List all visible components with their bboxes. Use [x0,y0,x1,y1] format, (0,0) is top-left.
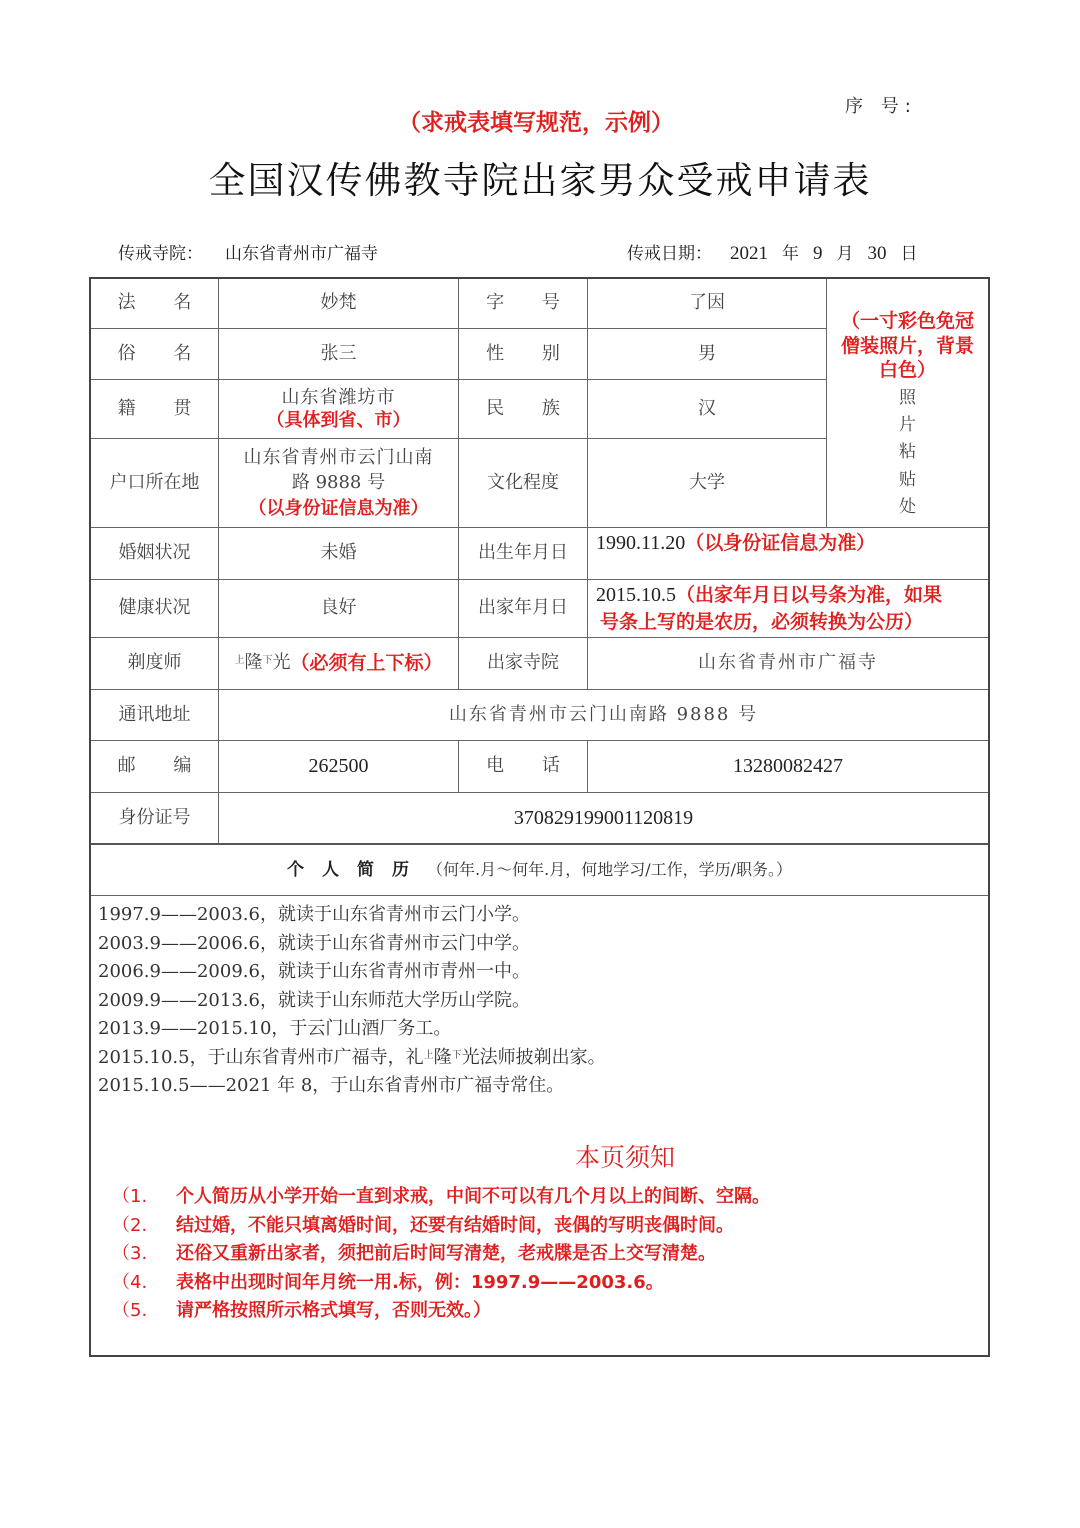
resume-entry-text: 光法师披剃出家。 [461,1046,606,1068]
ordination-date [627,239,932,265]
resume-entry: 1997.9——2003.6，就读于山东省青州市云门小学。 [98,904,530,925]
notice-number: （1. [112,1186,148,1207]
notice-item [112,1212,770,1241]
birth-date-label: 出生年月日 [478,542,568,564]
notice-list [112,1183,770,1326]
month-unit: 月 [836,244,854,264]
resume-entry: 2006.9——2009.6，就读于山东省青州市青州一中。 [98,961,530,982]
resume-entry: 2009.9——2013.6，就读于山东师范大学历山学院。 [98,989,530,1011]
resume-header [91,845,988,895]
health-label: 健康状况 [118,597,191,619]
serial-number-label: 序 号: [845,96,917,117]
ordination-day: 30 [867,243,887,264]
mailing-address-value[interactable]: 山东省青州市云门山南路 9888 号 [448,703,759,725]
tonsure-master-cell[interactable] [219,638,458,689]
education-label: 文化程度 [487,471,559,493]
native-place-note: （具体到省、市） [266,410,411,431]
tonsure-master-note: （必须有上下标） [290,651,443,674]
entry-date-label: 出家年月日 [478,597,568,619]
household-value-line2: 路 9888 号 [291,472,386,494]
notice-number: （4. [112,1271,148,1293]
ethnicity-label: 民 族 [486,397,576,419]
phone-label: 电 话 [486,755,576,777]
gender-value[interactable]: 男 [698,342,716,364]
photo-char: 照 [899,388,916,409]
birth-date-value: 1990.11.20 [596,532,686,554]
example-subtitle-text: （求戒表填写规范，示例） [398,110,674,136]
ethnicity-value[interactable]: 汉 [698,397,716,419]
divider [91,895,988,896]
id-number-label: 身份证号 [118,806,191,828]
resume-hint: （何年.月～何年.月，何地学习/工作，学历/职务。） [427,860,792,880]
resume-entry-text: 2015.10.5，于山东省青州市广福寺，礼 [98,1046,424,1068]
lay-name-value[interactable]: 张三 [320,342,357,364]
lay-name-label: 俗 名 [117,342,208,364]
household-cell[interactable] [219,439,458,527]
ordination-date-label: 传戒日期： [627,244,712,264]
notice-text: 还俗又重新出家者，须把前后时间写清楚，老戒牒是否上交写清楚。 [176,1243,716,1264]
id-number-value[interactable]: 370829199001120819 [513,806,694,829]
native-place-label: 籍 贯 [117,397,208,419]
native-place-value: 山东省潍坊市 [281,386,396,408]
home-temple-label: 出家寺院 [487,652,559,674]
superscript-mark: 上 [234,655,245,667]
notice-item [112,1183,770,1212]
marital-status-label: 婚姻状况 [118,542,191,564]
notice-text: 表格中出现时间年月统一用.标，例：1997.9——2003.6。 [176,1271,664,1293]
ordination-year: 2021 [730,243,768,264]
form-title: 全国汉传佛教寺院出家男众受戒申请表 [208,159,872,202]
photo-char: 片 [899,415,916,436]
resume-entry-text: 隆 [433,1046,452,1068]
dharma-name-label: 法 名 [117,292,208,314]
notice-item [112,1240,770,1269]
photo-requirement-note: （一寸彩色免冠僧装照片，背景白色） [840,310,974,382]
gender-label: 性 别 [486,342,576,364]
health-value[interactable]: 良好 [320,597,357,619]
household-note: （以身份证信息为准） [248,497,429,519]
notice-text: 结过婚，不能只填离婚时间，还要有结婚时间，丧偶的写明丧偶时间。 [176,1214,734,1236]
photo-char: 粘 [899,442,916,463]
mailing-address-label: 通讯地址 [118,703,191,725]
notice-title: 本页须知 [574,1143,675,1172]
photo-placeholder[interactable] [827,279,988,527]
tonsure-master-char2: 光 [272,652,291,674]
example-subtitle [0,104,1080,137]
resume-entry: 2003.9——2006.6，就读于山东省青州市云门中学。 [98,932,530,954]
home-temple-value[interactable]: 山东省青州市广福寺 [698,652,878,674]
notice-number: （3. [112,1243,148,1264]
ordination-temple [118,239,378,264]
resume-heading: 个人简历 [287,859,428,880]
notice-number: （2. [112,1214,148,1236]
photo-paste-here [899,385,916,521]
dharma-name-value[interactable]: 妙梵 [320,292,357,314]
postal-code-value[interactable]: 262500 [308,755,369,777]
notice-number: （5. [112,1300,148,1321]
ordination-temple-value: 山东省青州市广福寺 [225,244,378,264]
photo-char: 处 [899,496,916,517]
notice-text: 请严格按照所示格式填写，否则无效。） [176,1300,491,1321]
household-value-line1: 山东省青州市云门山南 [243,446,434,468]
tonsure-master-label: 剃度师 [127,652,182,674]
tonsure-master-char1: 隆 [244,652,263,674]
day-unit: 日 [900,244,918,264]
notice-item [112,1269,770,1298]
notice-item [112,1297,770,1326]
photo-char: 贴 [899,469,916,490]
ordination-month: 9 [813,243,823,264]
ordination-temple-label: 传戒寺院： [118,244,203,264]
birth-date-cell[interactable] [596,528,986,558]
education-value[interactable]: 大学 [689,471,725,493]
subscript-mark: 下 [451,1049,462,1061]
birth-date-note: （以身份证信息为准） [685,532,876,555]
native-place-cell[interactable] [219,380,458,438]
style-name-value[interactable]: 了因 [689,292,725,314]
phone-value[interactable]: 13280082427 [733,755,843,777]
year-unit: 年 [782,244,799,264]
marital-status-value[interactable]: 未婚 [320,542,357,564]
entry-date-note-2: 号条上写的是农历，必须转换为公历） [600,611,924,634]
superscript-mark: 上 [423,1049,434,1061]
subscript-mark: 下 [262,655,273,667]
resume-entry: 2015.10.5——2021 年 8，于山东省青州市广福寺常住。 [98,1075,565,1096]
resume-entries[interactable] [98,901,606,1101]
postal-code-label: 邮 编 [117,755,208,777]
style-name-label: 字 号 [486,292,576,314]
resume-entry: 2013.9——2015.10，于云门山酒厂务工。 [98,1018,452,1039]
entry-date-cell[interactable] [596,580,986,637]
household-label: 户口所在地 [109,471,200,493]
notice-text: 个人简历从小学开始一直到求戒，中间不可以有几个月以上的间断、空隔。 [176,1186,770,1207]
entry-date-value: 2015.10.5 [596,584,676,607]
entry-date-note-1: （出家年月日以号条为准，如果 [676,584,943,607]
resume-entry [98,1044,606,1073]
